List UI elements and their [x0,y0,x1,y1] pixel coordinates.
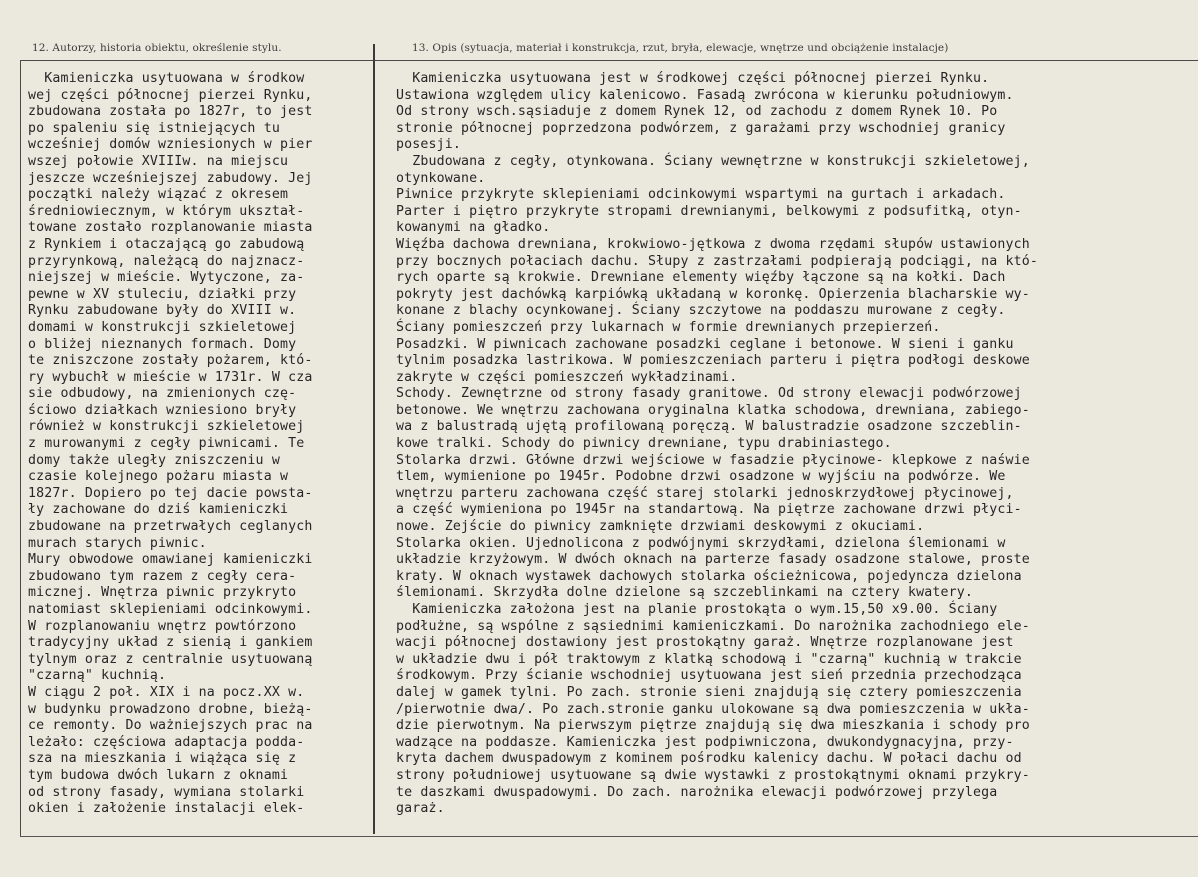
text-line: z murowanymi z cegły piwnicami. Te [28,436,305,452]
text-line: wej części północnej pierzei Rynku, [28,87,313,103]
text-line: kowanymi na gładko. [396,220,551,236]
text-line: pewne w XV stuleciu, działki przy [28,286,297,302]
text-line: Od strony wsch.sąsiaduje z domem Rynek 12, od zachodu z domem Rynek 10. Po [396,104,998,120]
text-line: Ustawiona względem ulicy kalenicowo. Fasadą zwrócona w kierunku południowym. [396,87,1014,103]
text-line: strony południowej usytuowane są dwie wystawki z prostokątnymi oknami przykry- [396,767,1030,783]
text-line: czasie kolejnego pożaru miasta w [28,469,289,485]
text-line: Zbudowana z cegły, otynkowana. Ściany wewnętrzne w konstrukcji szkieletowej, [396,153,1030,169]
text-line: tym budowa dwóch lukarn z oknami [28,767,289,783]
text-line: domami w konstrukcji szkieletowej [28,319,297,335]
text-line: tlem, wymienione po 1945r. Podobne drzwi osadzone w wyjściu na podwórze. We [396,469,1006,485]
text-line: Kamieniczka usytuowana jest w środkowej części północnej pierzei Rynku. [396,71,990,86]
history-column [28,71,373,818]
text-line: a część wymieniona po 1945r na standartową. Na piętrze zachowane drzwi płyci- [396,502,1022,518]
text-line: jeszcze wcześniejszej zabudowy. Jej [28,170,313,186]
text-line: początki należy wiązać z okresem [28,187,289,203]
text-line: betonowe. We wnętrzu zachowana oryginalna klatka schodowa, drewniana, zabiego- [396,402,1030,418]
text-line: Rynku zabudowane były do XVIII w. [28,303,297,319]
text-line: W rozplanowaniu wnętrz powtórzono [28,618,297,634]
section-13-heading: 13. Opis (sytuacja, materiał i konstrukcja, rzut, bryła, elewacje, wnętrze und obciążenie instalacje) [412,42,949,54]
text-line: wa z balustradą ujętą profilowaną poręczą. W balustradzie osadzone szczeblin- [396,419,1022,435]
text-line: wszej połowie XVIIIw. na miejscu [28,153,289,169]
text-line: wadzące na poddasze. Kamieniczka jest podpiwniczona, dwukondygnacyjna, przy- [396,734,1014,750]
text-line: te daszkami dwuspadowymi. Do zach. narożnika elewacji podwórzowej przylega [396,784,998,800]
text-line: zbudowane na przetrwałych ceglanych [28,519,313,535]
text-line: konane z blachy ocynkowanej. Ściany szczytowe na poddaszu murowane z cegły. [396,303,1006,319]
text-line: kowe tralki. Schody do piwnicy drewniane, typu drabiniastego. [396,436,892,452]
text-line: ły zachowane do dziś kamieniczki [28,502,289,518]
text-line: otynkowane. [396,170,486,186]
text-line: tylnym oraz z centralnie usytuowaną [28,651,313,667]
text-line: zbudowano tym razem z cegły cera- [28,568,297,584]
text-line: Mury obwodowe omawianej kamieniczki [28,552,313,568]
text-line: kraty. W oknach wystawek dachowych stolarka ościeżnicowa, pojedyncza dzielona [396,568,1022,584]
text-line: posesji. [396,137,462,153]
text-line: Ściany pomieszczeń przy lukarnach w formie drewnianych przepierzeń. [396,319,941,335]
text-line: wcześniej domów wzniesionych w pier [28,137,313,153]
text-line: od strony fasady, wymiana stolarki [28,784,305,800]
text-line: natomiast sklepieniami odcinkowymi. [28,602,313,617]
text-line: podłużne, są wspólne z sąsiednimi kamieniczkami. Do narożnika zachodniego ele- [396,618,1030,634]
text-line: również w konstrukcji szkieletowej [28,419,305,435]
text-line: wacji północnej dostawiony jest prostokątny garaż. Wnętrze rozplanowane jest [396,635,1014,651]
description-column [396,71,1194,818]
text-line: okien i założenie instalacji elek- [28,801,305,817]
section-12-heading: 12. Autorzy, historia obiektu, określenie stylu. [32,42,282,54]
text-line: Stolarka okien. Ujednolicona z podwójnymi skrzydłami, dzielona ślemionami w [396,535,1006,551]
text-line: Stolarka drzwi. Główne drzwi wejściowe w fasadzie płycinowe- klepkowe z naświe [396,452,1030,468]
text-line: tylnim posadzka lastrikowa. W pomieszczeniach parteru i piętra podłogi deskowe [396,353,1030,369]
text-line: garaż. [396,801,445,817]
text-line: przyrynkową, należącą do najznacz- [28,253,305,269]
text-line: stronie północnej poprzedzona podwórzem, z garażami przy wschodniej granicy [396,120,1006,136]
header-rule [20,60,1198,61]
text-line: ślemionami. Skrzydła dolne dzielone są szczeblinkami na cztery kwatery. [396,585,974,601]
text-line: środkowym. Przy ścianie wschodniej usytuowana jest sień przednia przechodząca [396,668,1022,684]
text-line: z Rynkiem i otaczającą go zabudową [28,236,305,252]
text-line: Piwnice przykryte sklepieniami odcinkowymi wspartymi na gurtach i arkadach. [396,187,1006,203]
text-line: przy bocznych połaciach dachu. Słupy z zastrzałami podpierają podciągi, na któ- [396,253,1039,269]
text-line: 1827r. Dopiero po tej dacie powsta- [28,485,313,501]
text-line: sza na mieszkania i wiążąca się z [28,751,297,767]
text-line: Kamieniczka założona jest na planie prostokąta o wym.15,50 x9.00. Ściany [396,602,998,617]
text-line: wnętrzu parteru zachowana część starej stolarki jednoskrzydłowej płycinowej, [396,485,1014,501]
text-line: te zniszczone zostały pożarem, któ- [28,353,313,369]
text-line: rych oparte są krokwie. Drewniane elementy więźby łączone są na kołki. Dach [396,270,1006,286]
text-line: Schody. Zewnętrzne od strony fasady granitowe. Od strony elewacji podwórzowej [396,386,1022,402]
text-line: pokryty jest dachówką karpiówką układaną w koronkę. Opierzenia blacharskie wy- [396,286,1030,302]
text-line: zbudowana została po 1827r, to jest [28,104,313,120]
text-line: Kamieniczka usytuowana w środkow [28,71,305,86]
text-line: Parter i piętro przykryte stropami drewnianymi, belkowymi z podsufitką, otyn- [396,203,1022,219]
text-line: o bliżej nieznanych formach. Domy [28,336,297,352]
text-line: domy także uległy zniszczeniu w [28,452,280,468]
text-line: "czarną" kuchnią. [28,668,167,684]
column-divider [373,44,375,834]
left-border [20,60,21,837]
text-line: dzie pierwotnym. Na pierwszym piętrze znajdują się dwa mieszkania i schody pro [396,718,1030,734]
text-line: po spaleniu się istniejących tu [28,120,280,136]
text-line: niejszej w mieście. Wytyczone, za- [28,270,305,286]
text-line: micznej. Wnętrza piwnic przykryto [28,585,297,601]
text-line: kryta dachem dwuspadowym z kominem pośrodku kalenicy dachu. W połaci dachu od [396,751,1022,767]
text-line: tradycyjny układ z sienią i gankiem [28,635,313,651]
text-line: nowe. Zejście do piwnicy zamknięte drzwiami deskowymi z okuciami. [396,519,925,535]
text-line: ce remonty. Do ważniejszych prac na [28,718,313,734]
text-line: /pierwotnie dwa/. Po zach.stronie ganku ulokowane są dwa pomieszczenia w ukła- [396,701,1030,717]
text-line: murach starych piwnic. [28,535,207,551]
text-line: towane zostało rozplanowanie miasta [28,220,313,236]
text-line: dalej w gamek tylni. Po zach. stronie sieni znajdują się cztery pomieszczenia [396,684,1022,700]
text-line: Więźba dachowa drewniana, krokwiowo-jętkowa z dwoma rzędami słupów ustawionych [396,236,1030,252]
text-line: W ciągu 2 poł. XIX i na pocz.XX w. [28,684,305,700]
text-line: w układzie dwu i pół traktowym z klatką schodową i "czarną" kuchnią w trakcie [396,651,1022,667]
text-line: Posadzki. W piwnicach zachowane posadzki ceglane i betonowe. W sieni i ganku [396,336,1014,352]
text-line: ry wybuchł w mieście w 1731r. W cza [28,369,313,385]
text-line: w budynku prowadzono drobne, bieżą- [28,701,313,717]
text-line: ściowo działkach wzniesiono bryły [28,402,297,418]
text-line: leżało: częściowa adaptacja podda- [28,734,305,750]
bottom-rule [20,836,1198,837]
text-line: zakryte w części pomieszczeń wykładzinami. [396,369,738,385]
text-line: sie odbudowy, na zmienionych czę- [28,386,297,402]
text-line: układzie krzyżowym. W dwóch oknach na parterze fasady osadzone stalowe, proste [396,552,1030,568]
text-line: średniowiecznym, w którym ukształ- [28,203,305,219]
